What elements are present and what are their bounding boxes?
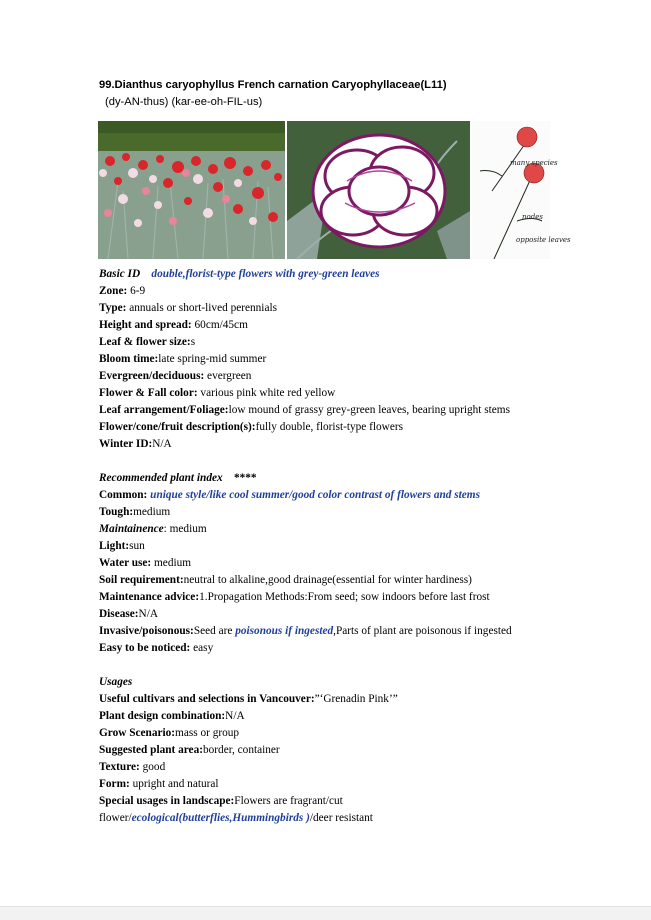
svg-text:opposite leaves: opposite leaves — [516, 236, 571, 244]
field-flower-color: Flower & Fall color: various pink white red yellow — [99, 387, 336, 399]
field-form: Form: upright and natural — [99, 778, 219, 790]
recommended-stars: **** — [233, 472, 257, 484]
carnation-bed-photo — [98, 121, 285, 259]
basic-id-row — [99, 266, 569, 283]
field-height-spread: Height and spread: 60cm/45cm — [99, 319, 248, 331]
field-light: Light:sun — [99, 540, 145, 552]
carnation-flower-closeup-photo — [287, 121, 470, 259]
field-plant-area: Suggested plant area:border, container — [99, 744, 280, 756]
field-invasive: Invasive/poisonous:Seed are poisonous if ingested,Parts of plant are poisonous if ingested — [99, 625, 512, 637]
svg-text:nodes: nodes — [522, 213, 543, 221]
field-common: Common: unique style/like cool summer/good color contrast of flowers and stems — [99, 489, 480, 501]
usages-heading: Usages — [99, 676, 133, 688]
basic-id-heading: Basic ID — [99, 268, 141, 280]
field-grow-scenario: Grow Scenario:mass or group — [99, 727, 240, 739]
field-water-use: Water use: medium — [99, 557, 192, 569]
basic-id-summary: double,florist-type flowers with grey-green leaves — [151, 268, 380, 280]
field-winter-id: Winter ID:N/A — [99, 438, 172, 450]
carnation-sketch-drawing — [472, 121, 571, 259]
field-disease: Disease:N/A — [99, 608, 158, 620]
field-noticeable: Easy to be noticed: easy — [99, 642, 214, 654]
field-design-combination: Plant design combination:N/A — [99, 710, 245, 722]
field-special-usages: Special usages in landscape:Flowers are fragrant/cut — [99, 795, 343, 807]
field-leaf-flower-size: Leaf & flower size:s — [99, 336, 196, 348]
plant-info — [99, 266, 569, 827]
field-special-usages-cont: flower/ecological(butterflies,Hummingbirds )/deer resistant — [99, 812, 373, 824]
field-tough: Tough:medium — [99, 506, 171, 518]
field-zone: Zone: 6-9 — [99, 285, 146, 297]
page-title: 99.Dianthus caryophyllus French carnation Caryophyllaceae(L11) — [99, 79, 447, 91]
field-evergreen: Evergreen/deciduous: evergreen — [99, 370, 252, 382]
svg-text:many species: many species — [510, 159, 558, 167]
field-soil: Soil requirement:neutral to alkaline,good drainage(essential for winter hardiness) — [99, 574, 472, 586]
field-leaf-arrangement: Leaf arrangement/Foliage:low mound of grassy grey-green leaves, bearing upright stems — [99, 404, 510, 416]
pronunciation: (dy-AN-thus) (kar-ee-oh-FIL-us) — [105, 96, 263, 108]
field-texture: Texture: good — [99, 761, 166, 773]
field-flower-description: Flower/cone/fruit description(s):fully double, florist-type flowers — [99, 421, 404, 433]
field-bloom-time: Bloom time:late spring-mid summer — [99, 353, 267, 365]
field-cultivars: Useful cultivars and selections in Vancouver:”‘Grenadin Pink’” — [99, 693, 398, 705]
field-maintainence: Maintainence: medium — [99, 523, 207, 535]
field-maintenance-advice: Maintenance advice:1.Propagation Methods:From seed; sow indoors before last frost — [99, 591, 490, 603]
page-bottom-edge — [0, 906, 651, 920]
recommended-heading: Recommended plant index — [99, 472, 223, 484]
field-type: Type: annuals or short-lived perennials — [99, 302, 277, 314]
recommended-heading-row — [99, 470, 569, 487]
